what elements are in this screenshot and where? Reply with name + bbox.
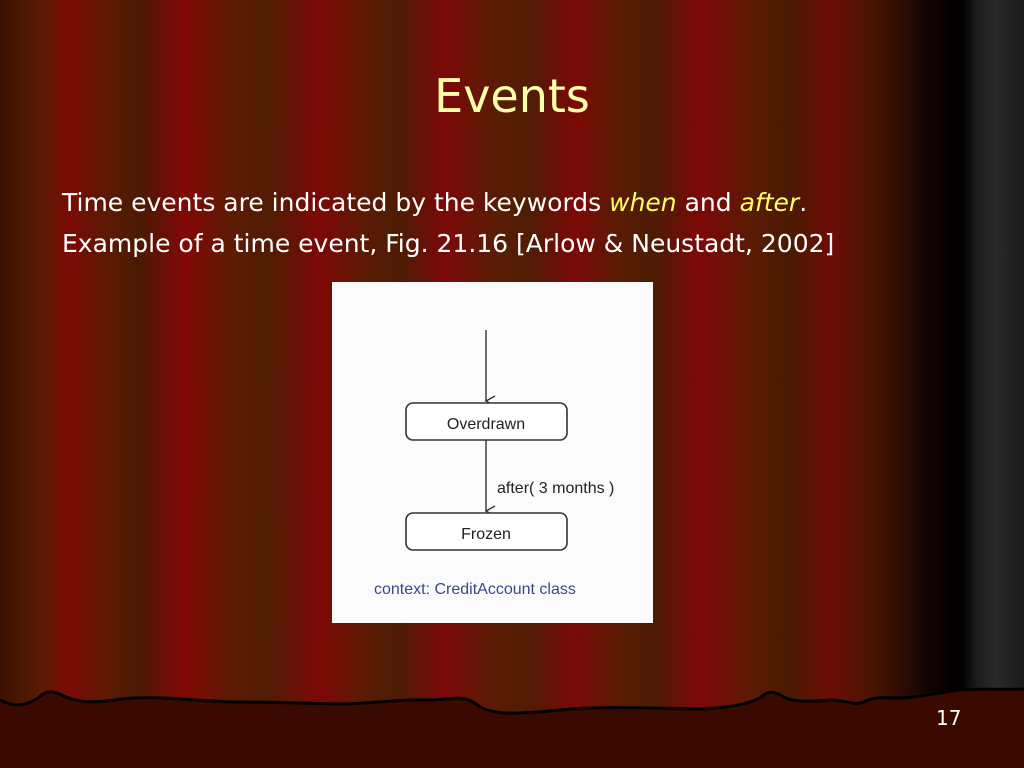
state-overdrawn-label: Overdrawn: [446, 416, 526, 433]
keyword-when: when: [609, 188, 677, 217]
bullet-1-prefix: Time events are indicated by the keywords: [62, 188, 610, 217]
transition-after-label: after( 3 months ): [497, 480, 615, 497]
bullet-text-2: Example of a time event, Fig. 21.16 [Arlow & Neustadt, 2002]: [62, 229, 835, 258]
bullet-1-suffix: .: [799, 188, 808, 217]
slide-title: Events: [434, 69, 590, 123]
keyword-after: after: [739, 188, 800, 217]
slide-page-number: 17: [936, 706, 962, 730]
context-label: context:: [374, 581, 431, 598]
context-value: CreditAccount class: [434, 581, 576, 598]
bullet-1-middle: and: [676, 188, 740, 217]
state-frozen-label: Frozen: [461, 526, 511, 543]
